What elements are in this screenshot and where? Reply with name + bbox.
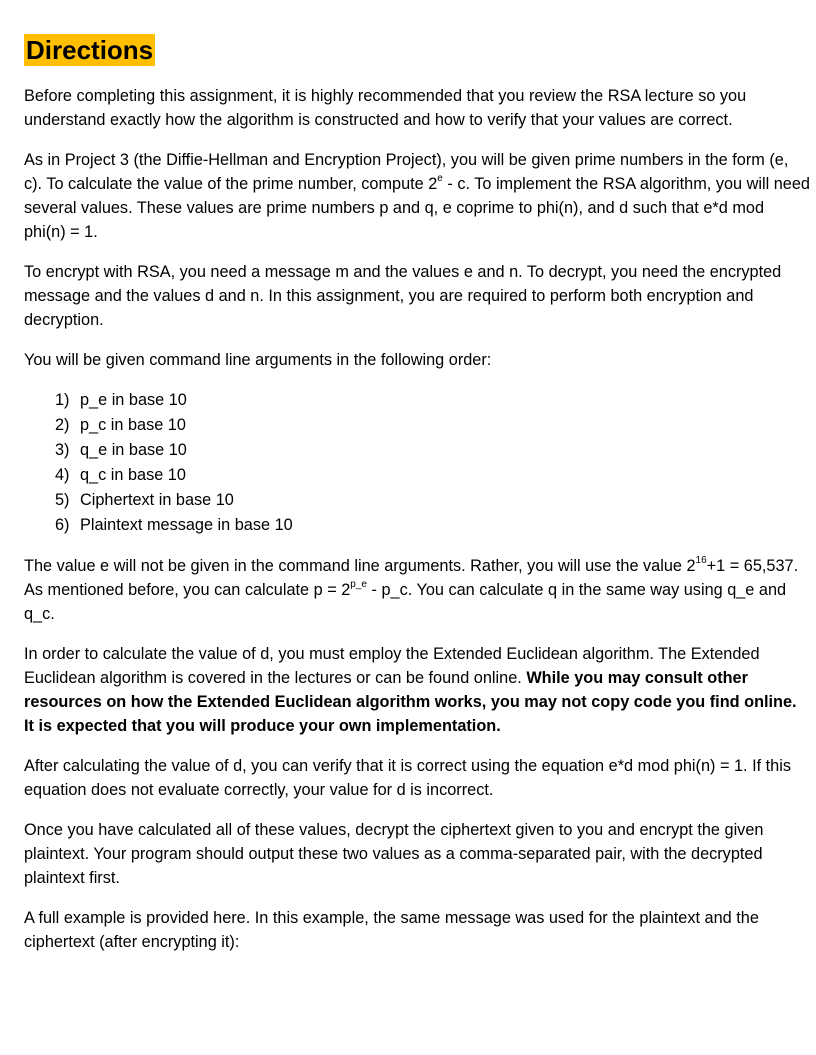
output-paragraph: Once you have calculated all of these values, decrypt the ciphertext given to you and encrypt the given plaintext. Your program should output these two values as a comma-separated pair, with the decrypted plaintext first. [24,821,764,887]
prime-values-text-a: As in Project 3 (the Diffie-Hellman and Encryption Project), you will be given prime numbers in the form (e, c). To calculate the value of the prime number, compute 2 [24,151,789,193]
list-item [55,388,810,413]
list-item-text: Plaintext message in base 10 [80,516,293,534]
arguments-intro-paragraph: You will be given command line arguments in the following order: [24,351,492,369]
list-item [55,438,810,463]
value-e-text-a: The value e will not be given in the command line arguments. Rather, you will use the value 2 [24,557,696,575]
extended-euclidean-text: In order to calculate the value of d, you must employ the Extended Euclidean algorithm. The Extended Euclidean algorithm is covered in the lectures or can be found online. [24,645,760,687]
list-item-number: 5) [55,491,70,509]
value-e-text-c: - p_c. You can calculate q in the same way using q_e and q_c. [24,581,787,623]
prime-values-text-b: - c. To implement the RSA algorithm, you will need several values. These values are prime numbers p and q, e coprime to phi(n), and d such that e*d mod phi(n) = 1. [24,175,810,241]
list-item-number: 2) [55,416,70,434]
value-e-text-b: +1 = 65,537. As mentioned before, you can calculate p = 2 [24,557,799,599]
exponent-16: 16 [695,554,707,566]
prime-values-paragraph [24,148,810,244]
list-item-text: q_e in base 10 [80,441,187,459]
list-item-number: 4) [55,466,70,484]
list-item [55,513,810,538]
list-item-number: 6) [55,516,70,534]
encrypt-decrypt-paragraph: To encrypt with RSA, you need a message m and the values e and n. To decrypt, you need the encrypted message and the values d and n. In this assignment, you are required to perform both encryption and decryption. [24,263,782,329]
document-page [24,34,810,970]
intro-paragraph: Before completing this assignment, it is highly recommended that you review the RSA lecture so you understand exactly how the algorithm is constructed and how to verify that your values are correct. [24,87,747,129]
list-item-number: 1) [55,391,70,409]
list-item-text: p_c in base 10 [80,416,186,434]
directions-heading: Directions [26,35,154,65]
list-item [55,488,810,513]
example-intro-paragraph: A full example is provided here. In this example, the same message was used for the plaintext and the ciphertext (after encrypting it): [24,909,759,951]
list-item [55,463,810,488]
extended-euclidean-paragraph [24,642,810,738]
exponent-p-e: p_e [350,578,367,590]
list-item-number: 3) [55,441,70,459]
list-item-text: p_e in base 10 [80,391,187,409]
exponent-e: e [437,172,443,184]
value-e-paragraph [24,554,810,626]
list-item-text: Ciphertext in base 10 [80,491,234,509]
verify-d-paragraph: After calculating the value of d, you can verify that it is correct using the equation e*d mod phi(n) = 1. If this equation does not evaluate correctly, your value for d is incorrect. [24,757,791,799]
list-item [55,413,810,438]
arguments-list [24,388,810,538]
list-item-text: q_c in base 10 [80,466,186,484]
academic-integrity-warning: While you may consult other resources on how the Extended Euclidean algorithm works, you may not copy code you find online. It is expected that you will produce your own implementation. [24,669,797,735]
